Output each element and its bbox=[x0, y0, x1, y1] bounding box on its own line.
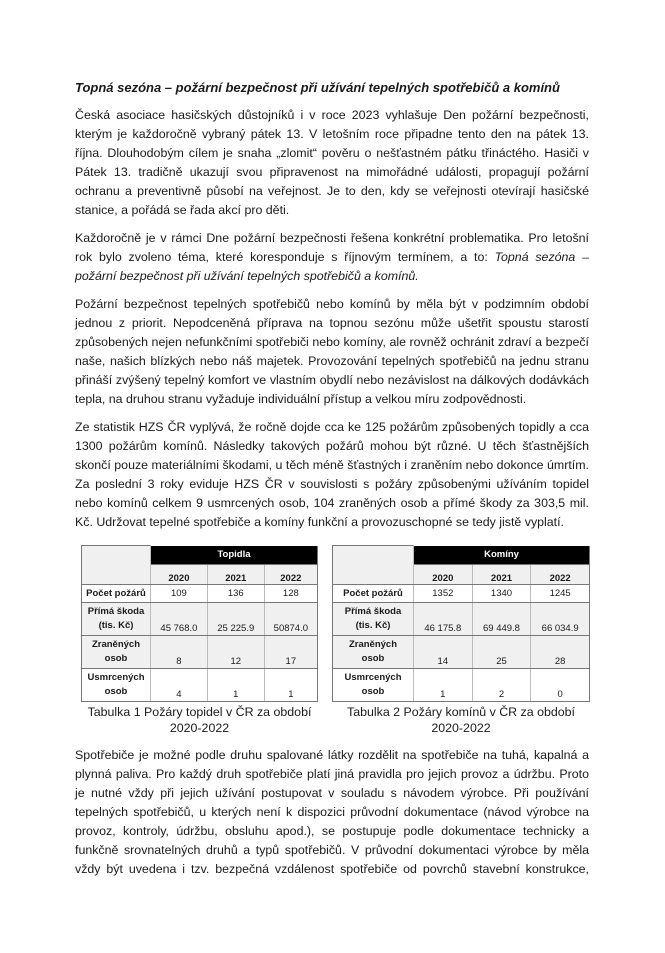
row-label-line: Usmrcených bbox=[344, 671, 402, 683]
table-cell: 128 bbox=[264, 584, 317, 602]
table-group-header: Topidla bbox=[151, 546, 318, 565]
table-cell: 8 bbox=[151, 635, 208, 668]
paragraph-3: Požární bezpečnost tepelných spotřebičů nebo komínů by měla být v podzimním období jednou z priorit. Nepodceněná příprava na topnou sezónu může ušetřit spoustu starostí způsobených nejen nefunkčními spotřebiči nebo komíny, ale rovněž ochránit zdraví a bezpečí naše, našich blízkých nebo náš majetek. Provozování tepelných spotřebičů na jednu stranu přináší zvýšený tepelný komfort ve vlastním obydlí nebo nezávislost na dálkových dodávkách tepla, na druhou stranu vyžaduje individuální přístup a velkou míru zodpovědnosti. bbox=[75, 297, 589, 406]
paragraph-2-text: Každoročně je v rámci Dne požární bezpečnosti řešena konkrétní problematika. Pro letošní rok bylo zvoleno téma, které koresponduje s říjnovým termínem, a to: bbox=[75, 231, 589, 264]
table-cell: 28 bbox=[531, 635, 590, 668]
caption-line: Tabulka 2 Požáry komínů v ČR za období bbox=[347, 704, 575, 719]
row-label bbox=[333, 602, 414, 635]
caption-line: 2020-2022 bbox=[431, 720, 491, 735]
table-cell: 4 bbox=[151, 668, 208, 701]
row-label-line: Přímá škoda bbox=[344, 605, 402, 617]
row-label bbox=[82, 668, 151, 701]
row-label: Počet požárů bbox=[82, 584, 151, 602]
table-kominy bbox=[332, 545, 590, 736]
table-row bbox=[333, 602, 590, 635]
row-label: Počet požárů bbox=[333, 584, 414, 602]
table-cell: 2 bbox=[472, 668, 531, 701]
paragraph-2-italic-topic: Topná sezóna – požární bezpečnost při užívání tepelných spotřebičů a komínů. bbox=[75, 250, 589, 283]
table-caption bbox=[81, 704, 318, 736]
table-cell: 0 bbox=[531, 668, 590, 701]
caption-line: Tabulka 1 Požáry topidel v ČR za období bbox=[87, 704, 312, 719]
table-cell: 1245 bbox=[531, 584, 590, 602]
row-label-line: Zraněných bbox=[348, 638, 398, 650]
table-cell: 25 bbox=[472, 635, 531, 668]
paragraph-5: Spotřebiče je možné podle druhu spalované látky rozdělit na spotřebiče na tuhá, kapalná a plynná paliva. Pro každý druh spotřebiče platí jiná pravidla pro jejich provoz a údržbu. Proto je nutné vždy při jejich užívání postupovat v souladu s návodem výrobce. Při používání tepelných spotřebičů, u kterých není k dispozici průvodní dokumentace (návod výrobce na provoz, kontroly, údržbu, obsluhu apod.), se postupuje podle dokumentace technicky a funkčně srovnatelných druhů a typů spotřebičů. V průvodní dokumentaci výrobce by měla vždy být uvedena i tzv. bezpečná vzdálenost spotřebiče od povrchů stavební konstrukce, bbox=[75, 748, 589, 876]
paragraph-1: Česká asociace hasičských důstojníků i v roce 2023 vyhlašuje Den požární bezpečnosti, kterým je každoročně vybraný pátek 13. V letošním roce připadne tento den na pátek 13. října. Dlouhodobým cílem je snaha „zlomit“ pověru o nešťastném pátku třináctého. Hasiči v Pátek 13. tradičně ukazují svou připravenost na mimořádné události, propagují požární ochranu a preventivně působí na veřejnost. Je to den, kdy se veřejnosti otevírají hasičské stanice, a pořádá se řada akcí pro děti. bbox=[75, 108, 589, 217]
table-topidla bbox=[81, 545, 318, 736]
table-cell: 1 bbox=[264, 668, 317, 701]
table-row bbox=[82, 584, 318, 602]
table-row bbox=[82, 635, 318, 668]
row-label-line: Zraněných bbox=[91, 638, 141, 650]
row-label bbox=[82, 602, 151, 635]
table-corner bbox=[82, 546, 151, 585]
row-label-line: osob bbox=[104, 652, 128, 664]
row-label-line: Přímá škoda bbox=[87, 605, 145, 617]
table-cell: 1 bbox=[414, 668, 473, 701]
table-group-header: Komíny bbox=[414, 546, 590, 565]
table-cell: 1340 bbox=[472, 584, 531, 602]
column-header-year: 2022 bbox=[264, 564, 317, 584]
row-label-line: osob bbox=[104, 685, 128, 697]
fires-heaters-table bbox=[81, 545, 318, 702]
table-cell: 17 bbox=[264, 635, 317, 668]
document-page bbox=[75, 79, 589, 541]
column-header-year: 2020 bbox=[151, 564, 208, 584]
table-cell: 14 bbox=[414, 635, 473, 668]
table-cell: 25 225.9 bbox=[207, 602, 264, 635]
column-header-year: 2021 bbox=[472, 564, 531, 584]
table-cell: 109 bbox=[151, 584, 208, 602]
table-cell: 1 bbox=[207, 668, 264, 701]
table-cell: 1352 bbox=[414, 584, 473, 602]
table-cell: 69 449.8 bbox=[472, 602, 531, 635]
table-row bbox=[333, 584, 590, 602]
row-label-line: (tis. Kč) bbox=[355, 619, 391, 631]
table-cell: 136 bbox=[207, 584, 264, 602]
table-row bbox=[82, 668, 318, 701]
column-header-year: 2022 bbox=[531, 564, 590, 584]
table-cell: 46 175.8 bbox=[414, 602, 473, 635]
paragraph-4: Ze statistik HZS ČR vyplývá, že ročně dojde cca ke 125 požárům způsobených topidly a cca 1300 požárům komínů. Následky takových požárů mohou být různé. U těch šťastnějších skončí pouze materiálními škodami, u těch méně šťastných i zraněním nebo dokonce úmrtím. Za poslední 3 roky eviduje HZS ČR v souvislosti s požáry způsobenými užíváním topidel nebo komínů celkem 9 usmrcených osob, 104 zraněných osob a přímé škody za 303,5 mil. Kč. Udržovat tepelné spotřebiče a komíny funkční a provozuschopné se tedy jistě vyplatí. bbox=[75, 420, 589, 529]
table-corner bbox=[333, 546, 414, 585]
table-cell: 45 768.0 bbox=[151, 602, 208, 635]
row-label bbox=[333, 668, 414, 701]
table-cell: 66 034.9 bbox=[531, 602, 590, 635]
statistics-tables bbox=[81, 545, 591, 735]
column-header-year: 2021 bbox=[207, 564, 264, 584]
caption-line: 2020-2022 bbox=[169, 720, 230, 735]
document-title: Topná sezóna – požární bezpečnost při užívání tepelných spotřebičů a komínů bbox=[75, 80, 560, 95]
column-header-year: 2020 bbox=[414, 564, 473, 584]
table-cell: 50874.0 bbox=[264, 602, 317, 635]
paragraph-2 bbox=[75, 229, 589, 286]
table-cell: 12 bbox=[207, 635, 264, 668]
row-label bbox=[333, 635, 414, 668]
row-label-line: osob bbox=[361, 685, 385, 697]
table-row bbox=[333, 635, 590, 668]
row-label-line: Usmrcených bbox=[87, 671, 145, 683]
document-page-continued bbox=[75, 746, 589, 888]
table-row bbox=[333, 668, 590, 701]
table-row bbox=[82, 602, 318, 635]
fires-chimneys-table bbox=[332, 545, 590, 702]
row-label bbox=[82, 635, 151, 668]
row-label-line: osob bbox=[361, 652, 385, 664]
row-label-line: (tis. Kč) bbox=[98, 619, 134, 631]
table-caption bbox=[332, 704, 590, 736]
